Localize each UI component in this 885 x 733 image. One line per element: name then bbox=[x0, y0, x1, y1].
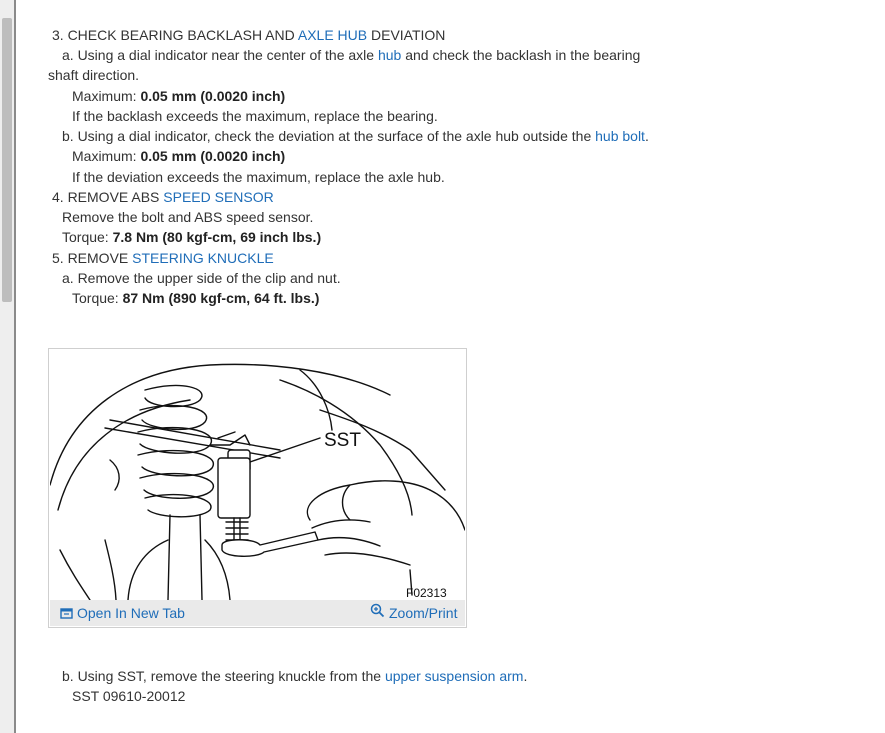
step-5b-sst: SST 09610-20012 bbox=[72, 688, 186, 704]
suspension-illustration bbox=[50, 350, 465, 600]
step-5a-text: a. Remove the upper side of the clip and nut. bbox=[62, 270, 341, 286]
step-4-torque: Torque: 7.8 Nm (80 kgf-cm, 69 inch lbs.) bbox=[62, 229, 322, 245]
step-4-text: Remove the bolt and ABS speed sensor. bbox=[62, 209, 314, 225]
new-tab-icon bbox=[60, 607, 73, 620]
step-3-heading: 3. CHECK BEARING BACKLASH AND AXLE HUB DEVIATION bbox=[52, 27, 446, 43]
link-axle-hub[interactable]: AXLE HUB bbox=[297, 27, 368, 43]
step-3b-maximum: Maximum: 0.05 mm (0.0020 inch) bbox=[72, 148, 286, 164]
link-speed-sensor[interactable]: SPEED SENSOR bbox=[163, 189, 274, 205]
link-hub[interactable]: hub bbox=[377, 47, 402, 63]
step-3a-maximum: Maximum: 0.05 mm (0.0020 inch) bbox=[72, 88, 286, 104]
step-3a-note: If the backlash exceeds the maximum, replace the bearing. bbox=[72, 108, 438, 124]
open-in-new-tab-label: Open In New Tab bbox=[77, 605, 185, 621]
step-4-heading: 4. REMOVE ABS SPEED SENSOR bbox=[52, 189, 274, 205]
step-3a-text: a. Using a dial indicator near the center of the axle hub and check the backlash in the bearing bbox=[62, 47, 641, 63]
open-in-new-tab-button[interactable] bbox=[60, 605, 185, 621]
left-scrollbar[interactable] bbox=[0, 0, 16, 733]
link-steering-knuckle[interactable]: STEERING KNUCKLE bbox=[132, 250, 274, 266]
step-5b-text: b. Using SST, remove the steering knuckle from the upper suspension arm. bbox=[62, 668, 528, 684]
figure-illustration[interactable] bbox=[50, 350, 465, 600]
zoom-in-icon bbox=[370, 603, 385, 618]
step-3a-continuation: shaft direction. bbox=[48, 67, 140, 83]
zoom-print-button[interactable] bbox=[370, 602, 458, 621]
step-3b-text: b. Using a dial indicator, check the deviation at the surface of the axle hub outside the hub bolt. bbox=[62, 128, 649, 144]
sst-callout-label: SST bbox=[324, 430, 361, 451]
link-upper-suspension-arm[interactable]: upper suspension arm bbox=[384, 668, 524, 684]
step-5a-torque: Torque: 87 Nm (890 kgf-cm, 64 ft. lbs.) bbox=[72, 290, 320, 306]
zoom-print-label: Zoom/Print bbox=[389, 605, 458, 621]
link-hub-bolt[interactable]: hub bolt bbox=[595, 128, 645, 144]
scrollbar-thumb[interactable] bbox=[2, 18, 12, 302]
step-5-heading: 5. REMOVE STEERING KNUCKLE bbox=[52, 250, 274, 266]
figure-code: F02313 bbox=[406, 586, 447, 600]
figure-steering-knuckle bbox=[48, 348, 467, 628]
figure-toolbar bbox=[50, 600, 465, 626]
step-3b-note: If the deviation exceeds the maximum, replace the axle hub. bbox=[72, 169, 445, 185]
